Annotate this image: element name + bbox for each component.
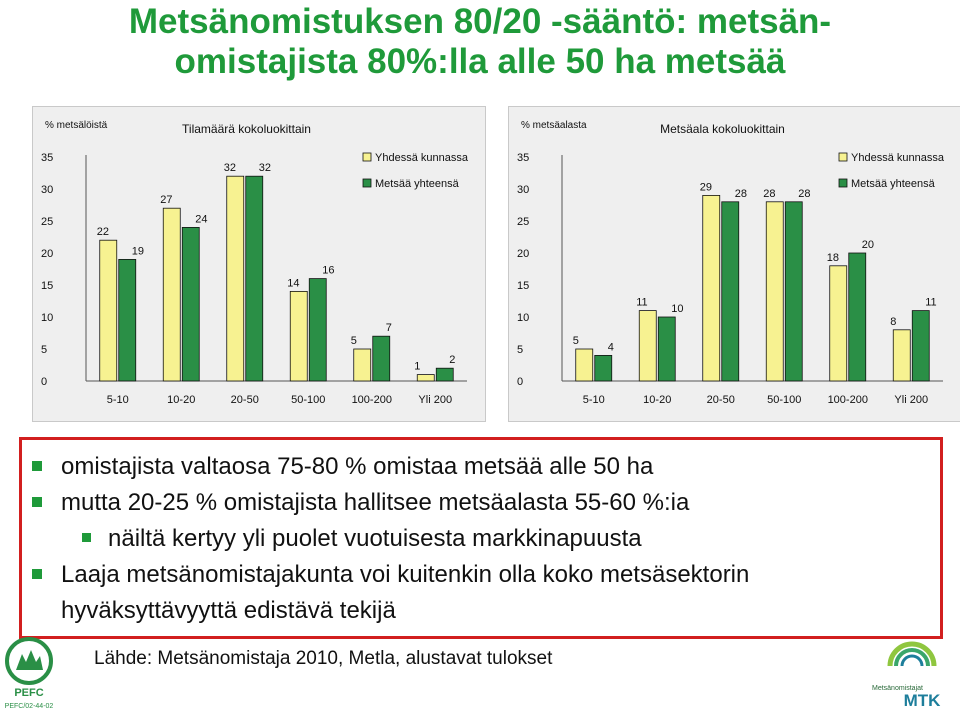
bar-metsaa-yhteensa [595,355,612,381]
bar-metsaa-yhteensa [912,311,929,381]
bar-yhdessa-kunnassa [163,208,180,381]
legend-swatch [363,179,371,187]
x-tick-label: 50-100 [291,394,326,406]
data-label: 32 [223,162,236,175]
y-axis-label: % metsäalasta [521,120,587,131]
chart-title: Metsäala kokoluokittain [660,122,785,136]
bar-metsaa-yhteensa [849,253,866,381]
y-tick-label: 15 [41,280,54,292]
svg-text:PEFC: PEFC [14,687,44,699]
bar-yhdessa-kunnassa [766,202,783,381]
y-tick-label: 5 [517,344,524,356]
x-tick-label: 20-50 [706,394,735,406]
svg-text:PEFC/02-44-02: PEFC/02-44-02 [4,703,54,710]
data-label: 20 [861,239,874,251]
bullet-marker-4 [32,569,42,579]
y-tick-label: 20 [517,248,530,260]
bar-yhdessa-kunnassa [100,240,117,381]
svg-text:MTK: MTK [903,691,941,710]
x-tick-label: 10-20 [167,394,196,406]
chart-panel-metsaala [508,106,960,422]
x-tick-label: 20-50 [230,394,259,406]
y-tick-label: 0 [41,376,48,388]
legend-label: Metsää yhteensä [851,178,935,190]
y-tick-label: 25 [41,216,54,228]
page-title [0,2,960,82]
bar-chart-tilamaara [33,107,485,421]
y-tick-label: 30 [517,184,530,196]
data-label: 29 [699,181,712,194]
y-tick-label: 30 [41,184,54,196]
bar-metsaa-yhteensa [658,317,675,381]
y-tick-label: 10 [517,312,530,324]
y-tick-label: 10 [41,312,54,324]
data-label: 28 [798,187,811,200]
bar-metsaa-yhteensa [182,227,199,381]
bullet-marker-1 [32,461,42,471]
bar-metsaa-yhteensa [373,336,390,381]
data-label: 8 [890,315,897,328]
bullet-3: näiltä kertyy yli puolet vuotuisesta markkinapuusta [108,525,642,552]
y-tick-label: 35 [517,152,530,164]
legend-swatch [839,179,847,187]
y-tick-label: 15 [517,280,530,292]
data-label: 5 [572,335,579,347]
data-label: 28 [763,187,776,200]
chart-panel-tilamaara [32,106,486,422]
data-label: 7 [385,322,392,335]
x-tick-label: 10-20 [643,394,672,406]
bullet-2: mutta 20-25 % omistajista hallitsee metsäalasta 55-60 %:ia [61,489,690,516]
bullet-marker-2 [32,497,42,507]
chart-title: Tilamäärä kokoluokittain [182,122,311,136]
y-tick-label: 0 [517,376,524,388]
x-tick-label: 5-10 [106,394,129,406]
bar-metsaa-yhteensa [246,176,263,381]
x-tick-label: Yli 200 [894,394,929,406]
bar-yhdessa-kunnassa [417,375,434,381]
x-tick-label: 100-200 [351,394,392,406]
x-tick-label: 50-100 [767,394,802,406]
bar-yhdessa-kunnassa [893,330,910,381]
bar-chart-metsaala [509,107,960,421]
data-label: 14 [287,277,300,290]
bar-yhdessa-kunnassa [290,291,307,381]
svg-text:Metsänomistajat: Metsänomistajat [872,685,923,692]
source-note: Lähde: Metsänomistaja 2010, Metla, alustavat tulokset [94,648,553,669]
x-tick-label: 100-200 [827,394,868,406]
pefc-logo [0,636,58,710]
bar-yhdessa-kunnassa [354,349,371,381]
data-label: 18 [826,251,839,264]
y-tick-label: 35 [41,152,54,164]
x-tick-label: Yli 200 [418,394,453,406]
bullet-4-continued: hyväksyttävyyttä edistävä tekijä [61,597,396,624]
data-label: 19 [131,245,144,258]
bullet-marker-3 [82,533,91,542]
y-tick-label: 25 [517,216,530,228]
bar-metsaa-yhteensa [722,202,739,381]
data-label: 5 [350,335,357,347]
bar-yhdessa-kunnassa [639,311,656,381]
mtk-logo [842,636,960,710]
legend-label: Metsää yhteensä [375,178,459,190]
data-label: 24 [195,213,208,226]
data-label: 16 [322,264,335,277]
y-tick-label: 5 [41,344,48,356]
bullet-1: omistajista valtaosa 75-80 % omistaa metsää alle 50 ha [61,453,654,480]
data-label: 10 [671,303,684,315]
bar-metsaa-yhteensa [436,368,453,381]
x-tick-label: 5-10 [582,394,605,406]
bar-yhdessa-kunnassa [830,266,847,381]
y-axis-label: % metsälöistä [45,120,108,131]
legend-swatch [363,153,371,161]
legend-label: Yhdessä kunnassa [851,152,944,164]
bullet-4: Laaja metsänomistajakunta voi kuitenkin olla koko metsäsektorin [61,561,750,588]
bar-yhdessa-kunnassa [227,176,244,381]
bullet-box [19,437,943,639]
data-label: 1 [414,360,421,373]
data-label: 27 [160,194,173,207]
y-tick-label: 20 [41,248,54,260]
data-label: 32 [258,162,271,175]
title-line-2: omistajista 80%:lla alle 50 ha metsää [174,42,786,81]
bar-metsaa-yhteensa [119,259,136,381]
bar-yhdessa-kunnassa [576,349,593,381]
data-label: 4 [607,341,614,354]
bar-metsaa-yhteensa [309,279,326,381]
data-label: 28 [734,187,747,200]
title-line-1: Metsänomistuksen 80/20 -sääntö: metsän- [128,2,832,41]
bar-yhdessa-kunnassa [703,195,720,381]
data-label: 11 [636,296,648,309]
data-label: 22 [96,226,109,239]
legend-label: Yhdessä kunnassa [375,152,468,164]
bar-metsaa-yhteensa [785,202,802,381]
data-label: 11 [925,296,937,309]
legend-swatch [839,153,847,161]
data-label: 2 [449,354,456,367]
